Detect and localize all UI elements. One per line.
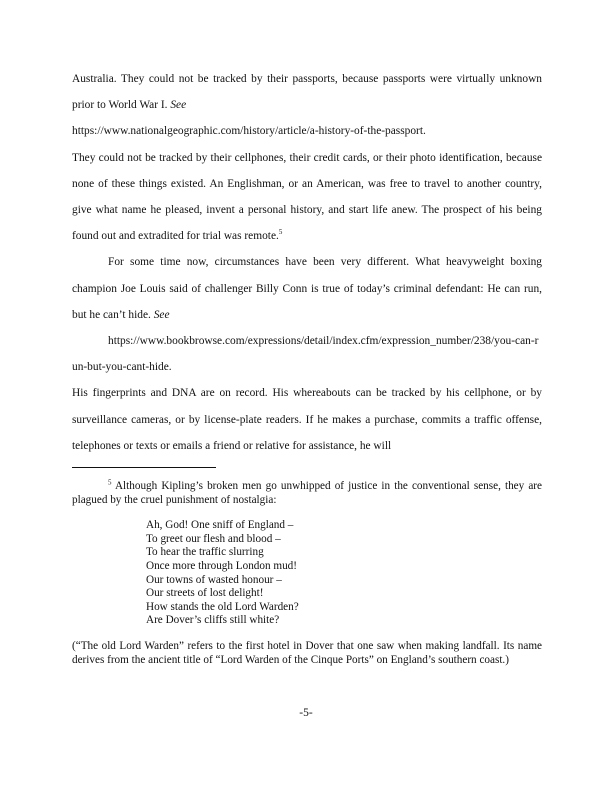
kipling-poem — [146, 519, 542, 628]
footnote-intro — [72, 480, 542, 507]
paragraph-1 — [72, 66, 542, 249]
footnote-separator — [72, 467, 216, 468]
page-number: -5- — [299, 707, 313, 719]
poem-line: How stands the old Lord Warden? — [146, 600, 299, 613]
poem-line: Once more through London mud! — [146, 559, 297, 572]
poem-line: To greet our flesh and blood – — [146, 532, 281, 545]
body-text — [72, 66, 542, 459]
bookbrowse-url[interactable]: https://www.bookbrowse.com/expressions/detail/index.cfm/expression_number/238/you-can-run-but-you-cant-hide. — [72, 335, 539, 374]
paragraph-2 — [72, 249, 542, 459]
footnote-number: 5 — [108, 478, 112, 487]
paragraph-2-text: For some time now, circumstances have been very different. What heavyweight boxing champion Joe Louis said of challenger Billy Conn is true of today’s criminal defendant: He can run, but he can’t hide. — [72, 256, 542, 321]
poem-line: Ah, God! One sniff of England – — [146, 519, 294, 532]
poem-line: Our streets of lost delight! — [146, 587, 264, 600]
see-signal: See — [153, 308, 170, 321]
footnote-intro-text: Although Kipling’s broken men go unwhipped of justice in the conventional sense, they are plagued by the cruel punishment of nostalgia: — [72, 480, 542, 506]
poem-line: Our towns of wasted honour – — [146, 573, 282, 586]
see-signal: See — [170, 99, 187, 112]
paragraph-1-text: Australia. They could not be tracked by their passports, because passports were virtually unknown prior to World War I. — [72, 73, 542, 112]
paragraph-2-rest: His fingerprints and DNA are on record. His whereabouts can be tracked by his cellphone, or by surveillance cameras, or by license-plate readers. If he makes a purchase, commits a traffic offense, telephones or texts or emails a friend or relative for assistance, he will — [72, 387, 542, 452]
footnote-reference-5[interactable]: 5 — [278, 228, 283, 237]
passport-history-url[interactable]: https://www.nationalgeographic.com/history/article/a-history-of-the-passport. — [72, 125, 426, 138]
footnote-closing: (“The old Lord Warden” refers to the first hotel in Dover that one saw when making landfall. Its name derives from the ancient title of “Lord Warden of the Cinque Ports” on England’s southern coast.) — [72, 639, 542, 666]
poem-line: Are Dover’s cliffs still white? — [146, 614, 280, 627]
footnote-5 — [72, 480, 542, 667]
poem-line: To hear the traffic slurring — [146, 546, 264, 559]
paragraph-1-rest: They could not be tracked by their cellphones, their credit cards, or their photo identification, because none of these things existed. An Englishman, or an American, was free to travel to another country, give what name he pleased, invent a personal history, and start life anew. The prospect of his being found out and extradited for trial was remote. — [72, 151, 542, 243]
